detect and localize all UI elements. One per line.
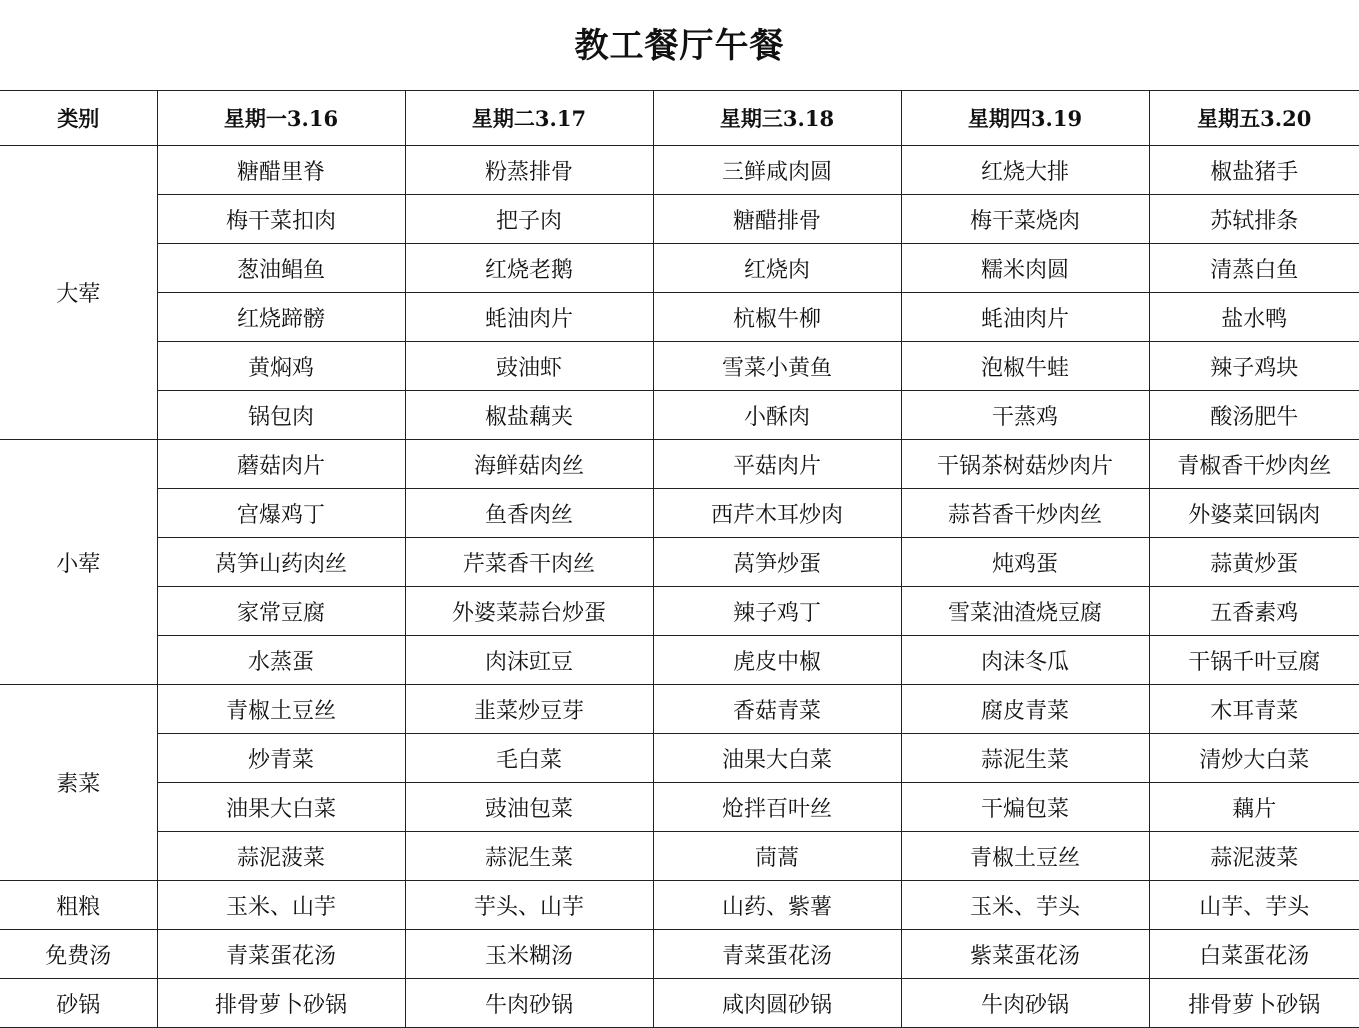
dish-cell: 红烧蹄髈: [157, 293, 405, 342]
table-row: [0, 391, 1359, 440]
dish-cell: 毛白菜: [405, 734, 653, 783]
table-row: [0, 832, 1359, 881]
dish-cell: 泡椒牛蛙: [901, 342, 1149, 391]
dish-cell: 椒盐猪手: [1149, 146, 1359, 195]
lunch-menu-table: [0, 90, 1359, 1028]
dish-cell: 红烧大排: [901, 146, 1149, 195]
dish-cell: 干锅千叶豆腐: [1149, 636, 1359, 685]
dish-cell: 清蒸白鱼: [1149, 244, 1359, 293]
dish-cell: 腐皮青菜: [901, 685, 1149, 734]
table-row: [0, 440, 1359, 489]
table-row: [0, 979, 1359, 1028]
dish-cell: 木耳青菜: [1149, 685, 1359, 734]
table-row: [0, 930, 1359, 979]
dish-cell: 青菜蛋花汤: [157, 930, 405, 979]
header-row: [0, 91, 1359, 146]
dish-cell: 海鲜菇肉丝: [405, 440, 653, 489]
dish-cell: 莴笋炒蛋: [653, 538, 901, 587]
table-row: [0, 636, 1359, 685]
dish-cell: 韭菜炒豆芽: [405, 685, 653, 734]
dish-cell: 糖醋排骨: [653, 195, 901, 244]
dish-cell: 咸肉圆砂锅: [653, 979, 901, 1028]
menu-body: [0, 146, 1359, 1028]
dish-cell: 杭椒牛柳: [653, 293, 901, 342]
dish-cell: 排骨萝卜砂锅: [157, 979, 405, 1028]
dish-cell: 青椒香干炒肉丝: [1149, 440, 1359, 489]
category-cell: 免费汤: [0, 930, 157, 979]
dish-cell: 牛肉砂锅: [901, 979, 1149, 1028]
dish-cell: 辣子鸡丁: [653, 587, 901, 636]
dish-cell: 山芋、芋头: [1149, 881, 1359, 930]
dish-cell: 肉沫豇豆: [405, 636, 653, 685]
dish-cell: 炒青菜: [157, 734, 405, 783]
dish-cell: 西芹木耳炒肉: [653, 489, 901, 538]
category-cell: 大荤: [0, 146, 157, 440]
dish-cell: 家常豆腐: [157, 587, 405, 636]
dish-cell: 清炒大白菜: [1149, 734, 1359, 783]
table-row: [0, 489, 1359, 538]
dish-cell: 豉油虾: [405, 342, 653, 391]
table-row: [0, 293, 1359, 342]
dish-cell: 青菜蛋花汤: [653, 930, 901, 979]
dish-cell: 蒜泥菠菜: [157, 832, 405, 881]
dish-cell: 红烧肉: [653, 244, 901, 293]
dish-cell: 香菇青菜: [653, 685, 901, 734]
dish-cell: 蚝油肉片: [901, 293, 1149, 342]
dish-cell: 梅干菜烧肉: [901, 195, 1149, 244]
dish-cell: 水蒸蛋: [157, 636, 405, 685]
dish-cell: 玉米、山芋: [157, 881, 405, 930]
dish-cell: 椒盐藕夹: [405, 391, 653, 440]
dish-cell: 油果大白菜: [653, 734, 901, 783]
dish-cell: 雪菜小黄鱼: [653, 342, 901, 391]
table-row: [0, 146, 1359, 195]
dish-cell: 小酥肉: [653, 391, 901, 440]
dish-cell: 山药、紫薯: [653, 881, 901, 930]
dish-cell: 茼蒿: [653, 832, 901, 881]
dish-cell: 虎皮中椒: [653, 636, 901, 685]
dish-cell: 红烧老鹅: [405, 244, 653, 293]
category-cell: 粗粮: [0, 881, 157, 930]
dish-cell: 炝拌百叶丝: [653, 783, 901, 832]
page-title: 教工餐厅午餐: [574, 26, 785, 66]
category-cell: 素菜: [0, 685, 157, 881]
dish-cell: 芹菜香干肉丝: [405, 538, 653, 587]
table-row: [0, 587, 1359, 636]
table-row: [0, 783, 1359, 832]
dish-cell: 蚝油肉片: [405, 293, 653, 342]
dish-cell: 藕片: [1149, 783, 1359, 832]
dish-cell: 酸汤肥牛: [1149, 391, 1359, 440]
dish-cell: 炖鸡蛋: [901, 538, 1149, 587]
dish-cell: 糖醋里脊: [157, 146, 405, 195]
header-day-wed: 星期三3.18: [653, 91, 901, 146]
dish-cell: 三鲜咸肉圆: [653, 146, 901, 195]
dish-cell: 外婆菜蒜台炒蛋: [405, 587, 653, 636]
dish-cell: 苏轼排条: [1149, 195, 1359, 244]
dish-cell: 蒜泥生菜: [901, 734, 1149, 783]
dish-cell: 白菜蛋花汤: [1149, 930, 1359, 979]
dish-cell: 把子肉: [405, 195, 653, 244]
dish-cell: 肉沫冬瓜: [901, 636, 1149, 685]
dish-cell: 紫菜蛋花汤: [901, 930, 1149, 979]
header-day-fri: 星期五3.20: [1149, 91, 1359, 146]
table-row: [0, 881, 1359, 930]
dish-cell: 鱼香肉丝: [405, 489, 653, 538]
dish-cell: 玉米、芋头: [901, 881, 1149, 930]
dish-cell: 蒜苔香干炒肉丝: [901, 489, 1149, 538]
dish-cell: 玉米糊汤: [405, 930, 653, 979]
table-row: [0, 685, 1359, 734]
table-row: [0, 734, 1359, 783]
dish-cell: 青椒土豆丝: [901, 832, 1149, 881]
dish-cell: 盐水鸭: [1149, 293, 1359, 342]
dish-cell: 粉蒸排骨: [405, 146, 653, 195]
dish-cell: 排骨萝卜砂锅: [1149, 979, 1359, 1028]
header-day-tue: 星期二3.17: [405, 91, 653, 146]
dish-cell: 蒜泥菠菜: [1149, 832, 1359, 881]
dish-cell: 锅包肉: [157, 391, 405, 440]
dish-cell: 糯米肉圆: [901, 244, 1149, 293]
dish-cell: 黄焖鸡: [157, 342, 405, 391]
header-day-thu: 星期四3.19: [901, 91, 1149, 146]
dish-cell: 牛肉砂锅: [405, 979, 653, 1028]
dish-cell: 干煸包菜: [901, 783, 1149, 832]
table-row: [0, 195, 1359, 244]
dish-cell: 雪菜油渣烧豆腐: [901, 587, 1149, 636]
dish-cell: 蒜黄炒蛋: [1149, 538, 1359, 587]
header-category: 类别: [0, 91, 157, 146]
dish-cell: 干蒸鸡: [901, 391, 1149, 440]
table-row: [0, 244, 1359, 293]
dish-cell: 外婆菜回锅肉: [1149, 489, 1359, 538]
dish-cell: 平菇肉片: [653, 440, 901, 489]
dish-cell: 芋头、山芋: [405, 881, 653, 930]
dish-cell: 葱油鲳鱼: [157, 244, 405, 293]
dish-cell: 五香素鸡: [1149, 587, 1359, 636]
dish-cell: 莴笋山药肉丝: [157, 538, 405, 587]
table-row: [0, 342, 1359, 391]
dish-cell: 干锅茶树菇炒肉片: [901, 440, 1149, 489]
dish-cell: 蒜泥生菜: [405, 832, 653, 881]
dish-cell: 油果大白菜: [157, 783, 405, 832]
dish-cell: 辣子鸡块: [1149, 342, 1359, 391]
category-cell: 小荤: [0, 440, 157, 685]
header-day-mon: 星期一3.16: [157, 91, 405, 146]
dish-cell: 宫爆鸡丁: [157, 489, 405, 538]
dish-cell: 梅干菜扣肉: [157, 195, 405, 244]
table-row: [0, 538, 1359, 587]
dish-cell: 青椒土豆丝: [157, 685, 405, 734]
dish-cell: 蘑菇肉片: [157, 440, 405, 489]
category-cell: 砂锅: [0, 979, 157, 1028]
dish-cell: 豉油包菜: [405, 783, 653, 832]
